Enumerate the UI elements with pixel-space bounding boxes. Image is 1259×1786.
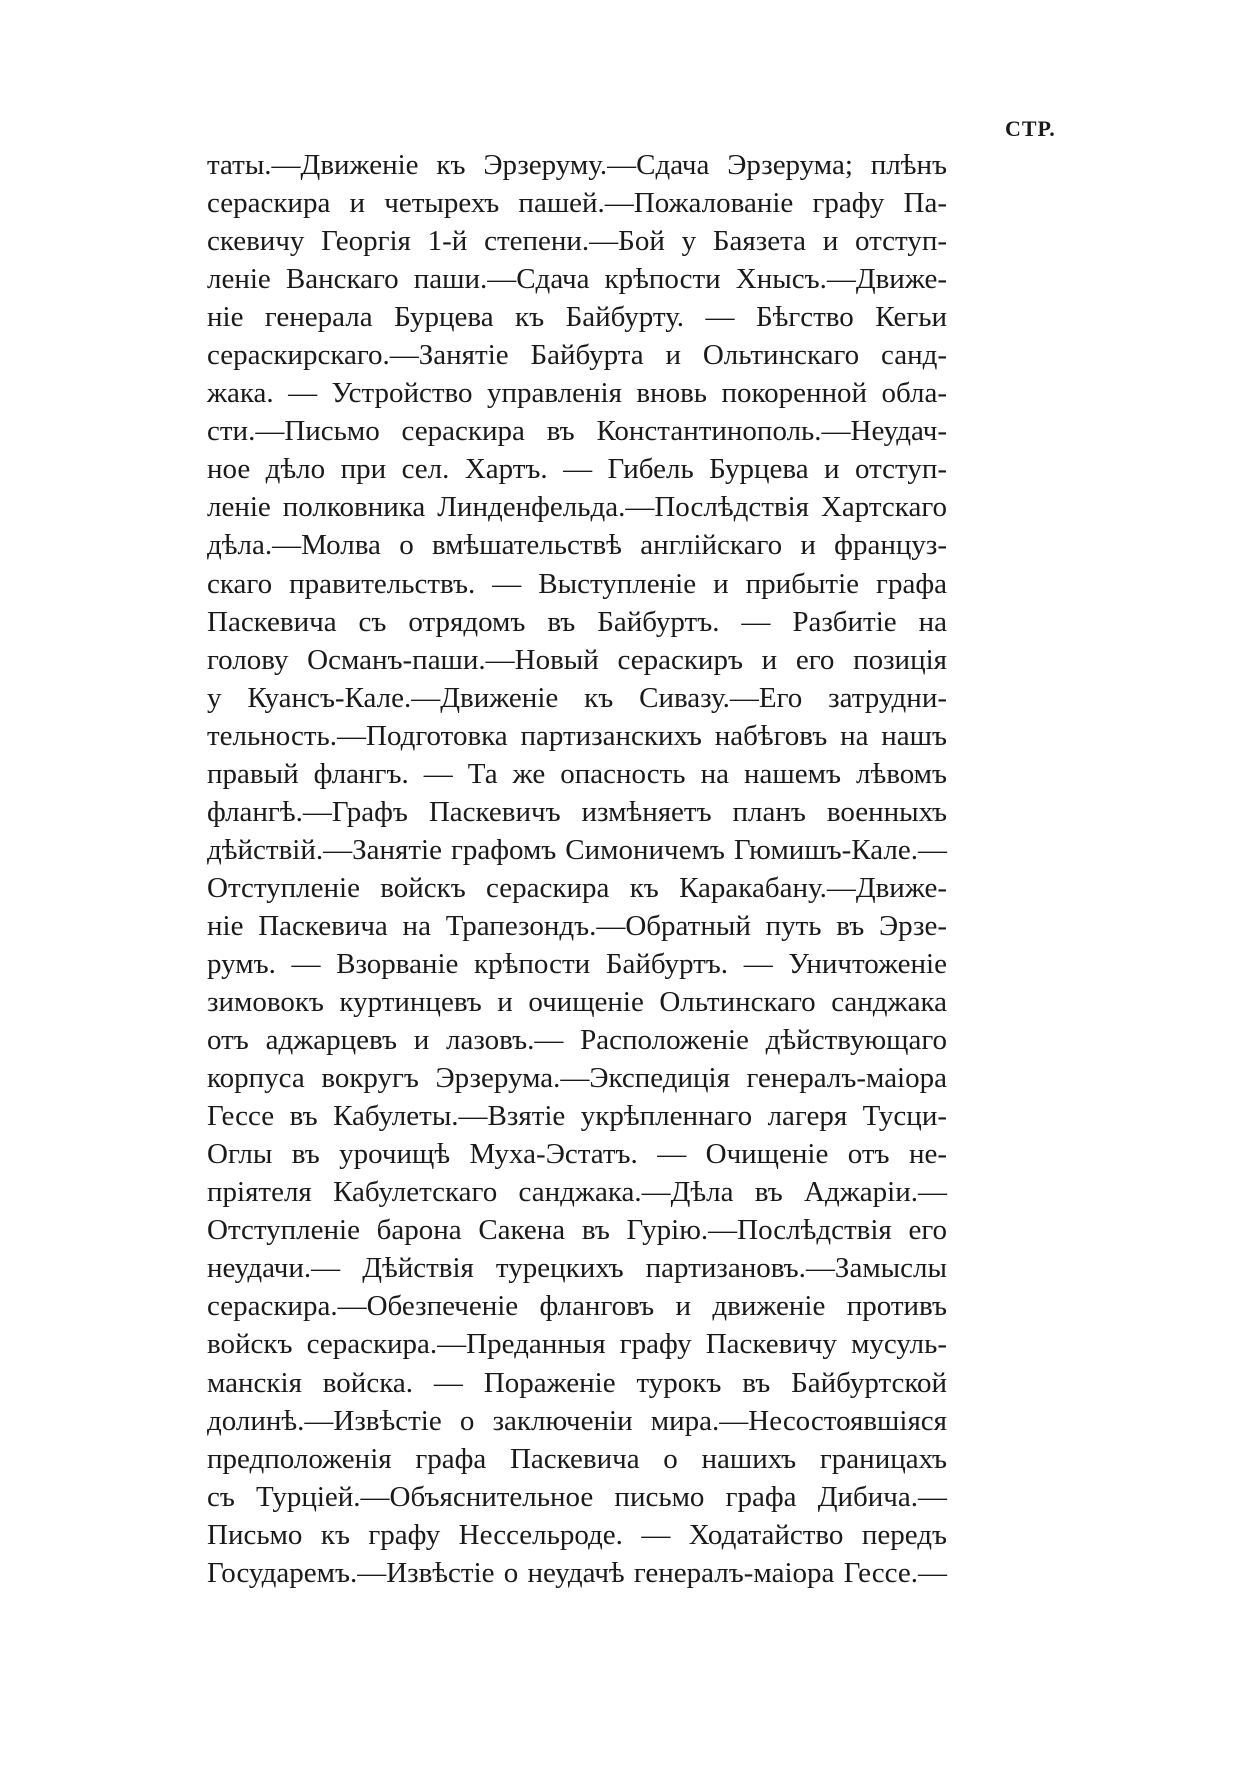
text-line: Отступленіе барона Сакена въ Гурію.—Послѣдствія его [207, 1214, 947, 1247]
text-line: войскъ сераскира.—Преданныя графу Паскевичу мусуль- [207, 1328, 947, 1361]
text-line: тельность.—Подготовка партизанскихъ набѣговъ на нашъ [207, 719, 947, 752]
text-line: таты.—Движеніе къ Эрзеруму.—Сдача Эрзерума; плѣнъ [207, 149, 947, 181]
text-line: отъ аджарцевъ и лазовъ.— Расположеніе дѣйствующаго [207, 1024, 947, 1057]
text-line: манскія войска. — Пораженіе турокъ въ Байбуртской [207, 1366, 947, 1399]
text-line: флангѣ.—Графъ Паскевичъ измѣняетъ планъ военныхъ [207, 795, 947, 828]
text-line: сераскира.—Обезпеченіе фланговъ и движеніе противъ [207, 1290, 947, 1323]
text-line: сти.—Письмо сераскира въ Константинополь.—Неудач- [207, 415, 947, 448]
text-line: у Куансъ-Кале.—Движеніе къ Сивазу.—Его затрудни- [207, 681, 947, 714]
text-line: скаго правительствъ. — Выступленіе и прибытіе графа [207, 567, 947, 600]
text-line: долинѣ.—Извѣстіе о заключеніи мира.—Несостоявшіяся [207, 1404, 947, 1437]
text-line: пріятеля Кабулетскаго санджака.—Дѣла въ Аджаріи.— [207, 1176, 947, 1209]
text-line: Отступленіе войскъ сераскира къ Каракабану.—Движе- [207, 871, 947, 904]
text-line: ніе Паскевича на Трапезондъ.—Обратный путь въ Эрзе- [207, 909, 947, 942]
text-line: жака. — Устройство управленія вновь покоренной обла- [207, 377, 947, 410]
text-line: голову Османъ-паши.—Новый сераскиръ и его позиція [207, 643, 947, 676]
text-line: сераскирскаго.—Занятіе Байбурта и Ольтинскаго санд- [207, 339, 947, 372]
text-line: зимовокъ куртинцевъ и очищеніе Ольтинскаго санджака [207, 986, 947, 1019]
text-line: сераскира и четырехъ пашей.—Пожалованіе графу Па- [207, 187, 947, 220]
text-line: ніе генерала Бурцева къ Байбурту. — Бѣгство Кегьи [207, 301, 947, 334]
text-line: корпуса вокругъ Эрзерума.—Экспедиція генералъ-маіора [207, 1062, 947, 1095]
text-line: румъ. — Взорваніе крѣпости Байбуртъ. — Уничтоженіе [207, 947, 947, 980]
text-line: Гессе въ Кабулеты.—Взятіе укрѣпленнаго лагеря Тусци- [207, 1100, 947, 1133]
text-line: Оглы въ урочищѣ Муха-Эстатъ. — Очищеніе отъ не- [207, 1138, 947, 1171]
text-line: скевичу Георгія 1-й степени.—Бой у Баязета и отступ- [207, 225, 947, 258]
text-line: правый флангъ. — Та же опасность на нашемъ лѣвомъ [207, 757, 947, 790]
text-line: Письмо къ графу Нессельроде. — Ходатайство передъ [207, 1518, 947, 1551]
text-line: леніе Ванскаго паши.—Сдача крѣпости Хнысъ.—Движе- [207, 263, 947, 296]
text-line: предположенія графа Паскевича о нашихъ границахъ [207, 1442, 947, 1475]
contents-text-block [207, 146, 947, 1592]
text-line: съ Турціей.—Объяснительное письмо графа Дибича.— [207, 1480, 947, 1513]
text-line: ное дѣло при сел. Хартъ. — Гибель Бурцева и отступ- [207, 453, 947, 486]
text-line: дѣйствій.—Занятіе графомъ Симоничемъ Гюмишъ-Кале.— [207, 833, 947, 866]
text-line: Государемъ.—Извѣстіе о неудачѣ генералъ-маіора Гессе.— [207, 1556, 947, 1589]
text-line: неудачи.— Дѣйствія турецкихъ партизановъ.—Замыслы [207, 1252, 947, 1285]
text-line: леніе полковника Линденфельда.—Послѣдствія Хартскаго [207, 491, 947, 524]
text-line: дѣла.—Молва о вмѣшательствѣ англійскаго и француз- [207, 529, 947, 562]
text-line: Паскевича съ отрядомъ въ Байбуртъ. — Разбитіе на [207, 605, 947, 638]
page-column-label: СТР. [1005, 116, 1056, 141]
